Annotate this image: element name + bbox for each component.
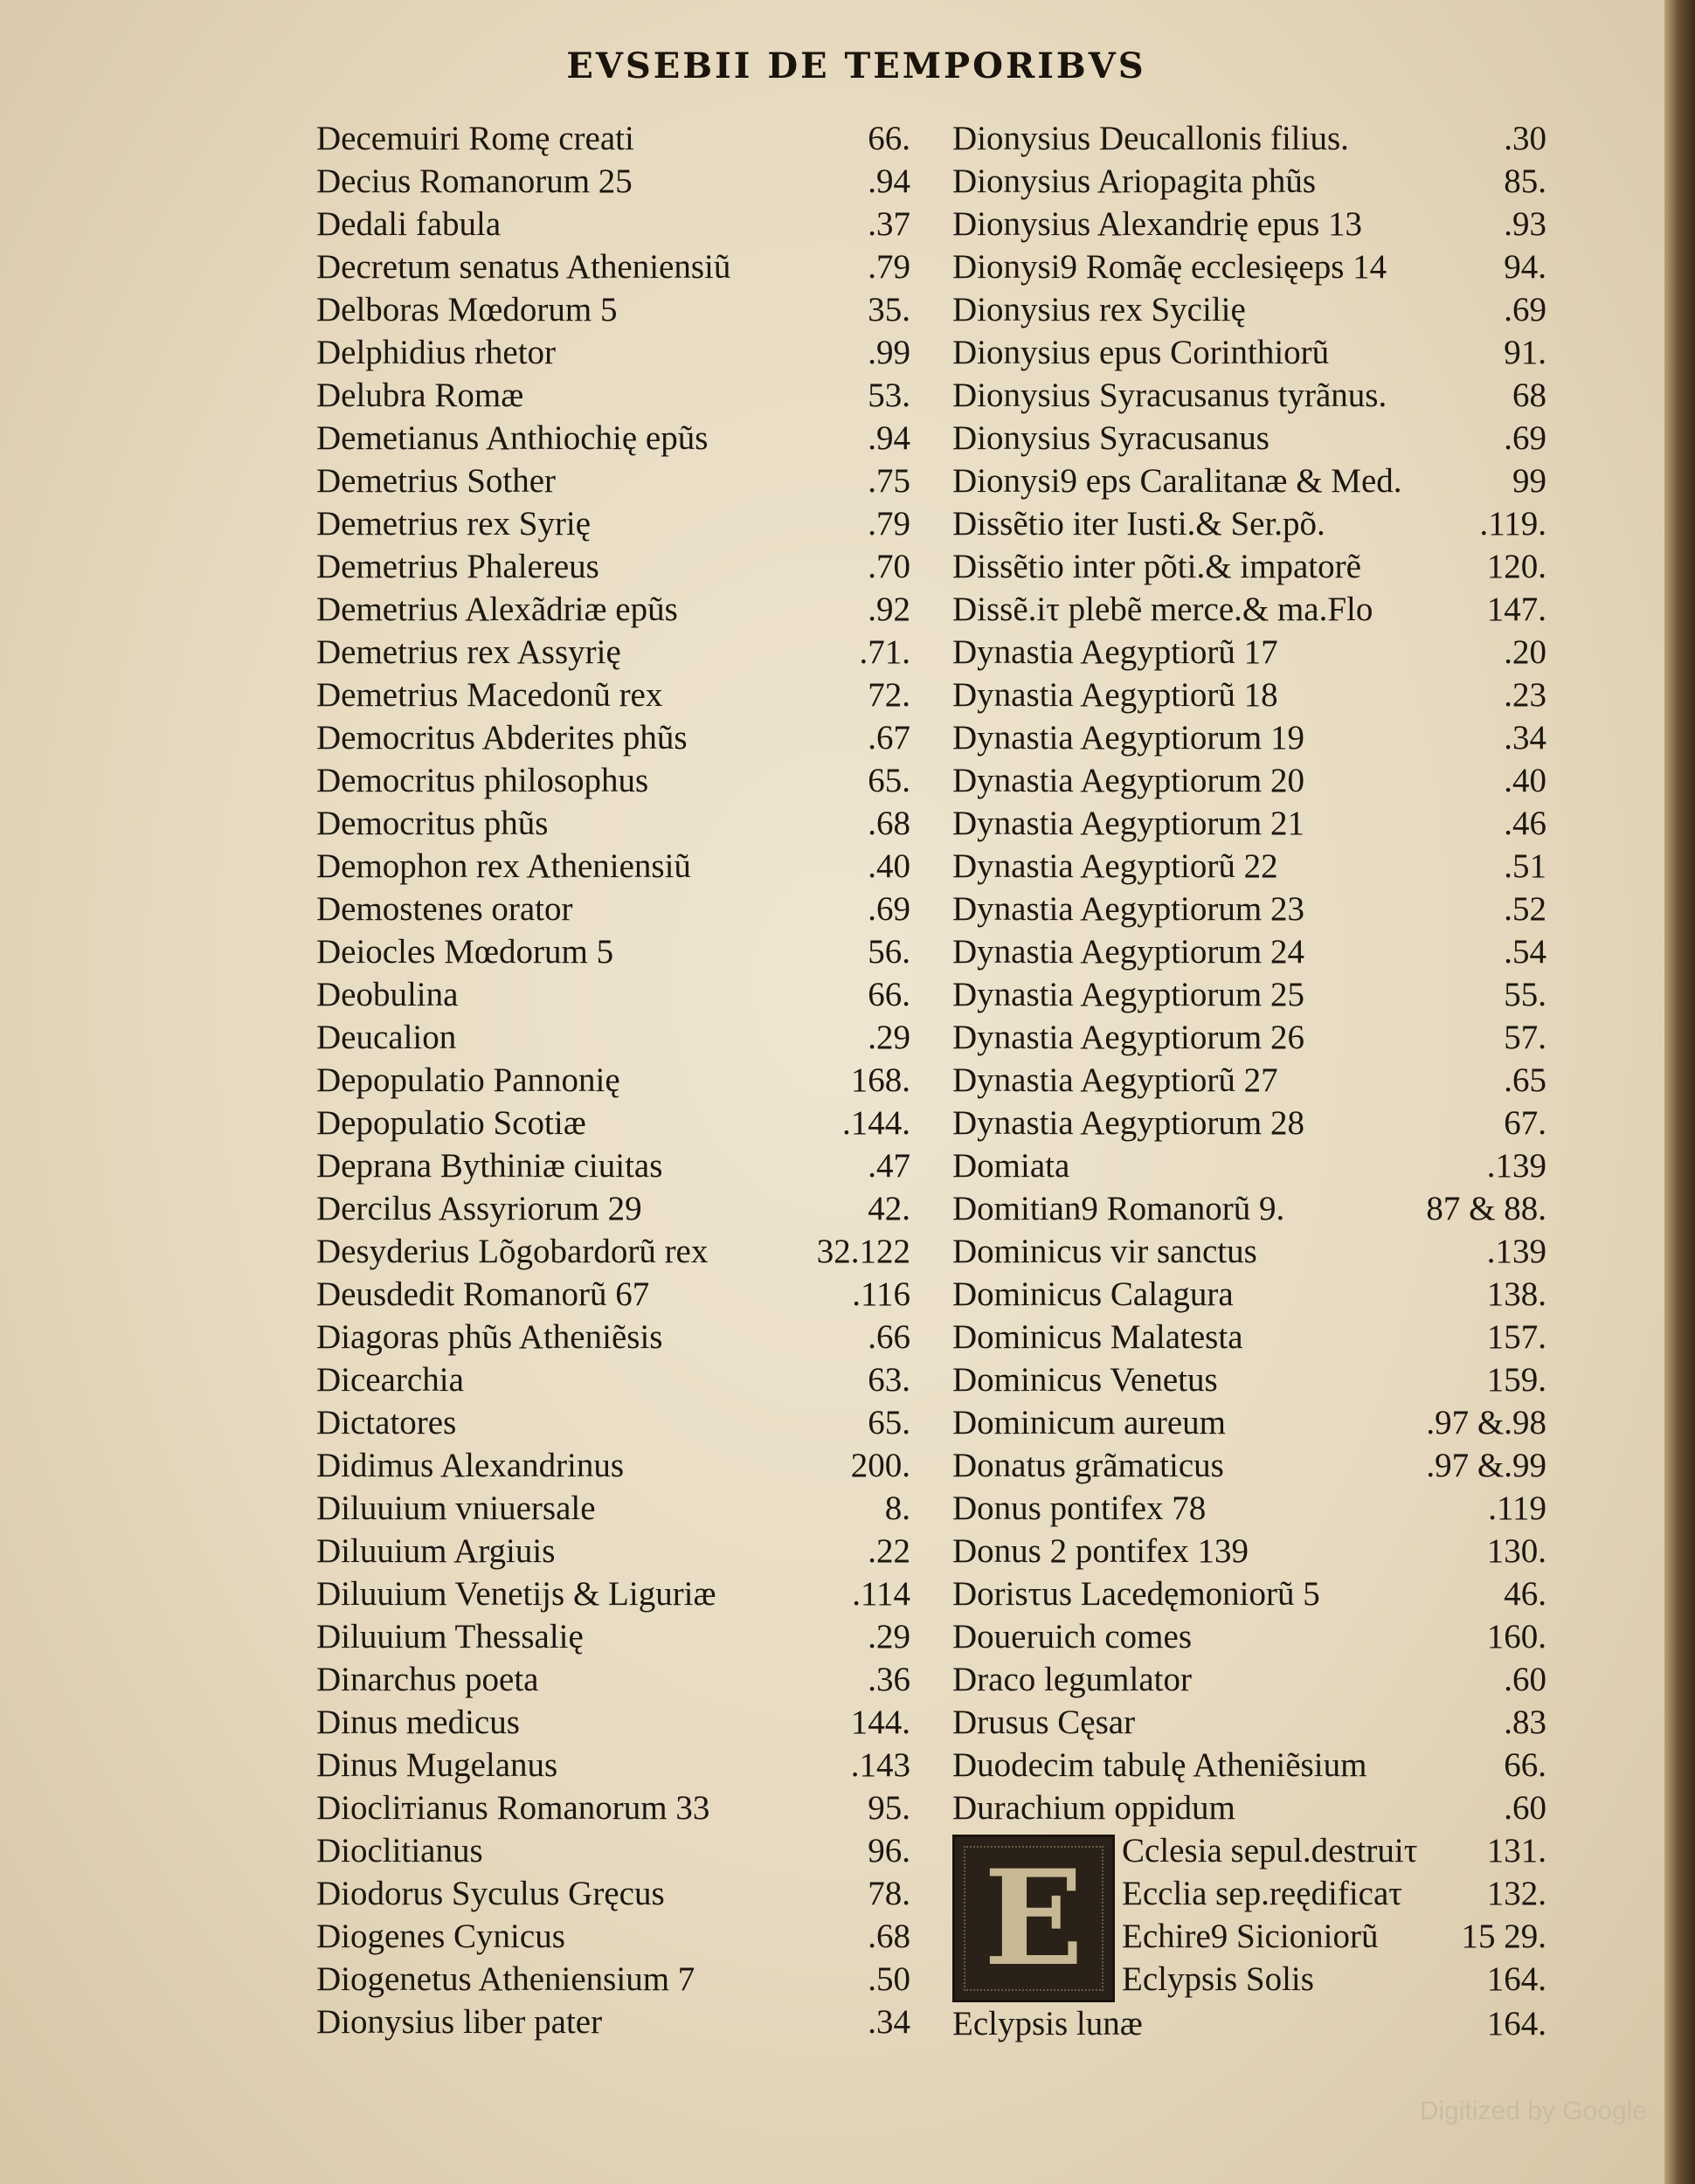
index-entry-term: Deprana Bythiniæ ciuitas [316, 1147, 663, 1185]
index-entry [952, 117, 1546, 160]
index-entry [316, 1401, 910, 1444]
index-entry-term: Dinus medicus [316, 1704, 520, 1741]
index-entry-term: Decretum senatus Atheniensiũ [316, 248, 731, 286]
index-entry-term: Cclesia sepul.destruiτ [1122, 1832, 1418, 1870]
index-entry-term: Diogenetus Atheniensium 7 [316, 1960, 695, 1998]
index-entry [952, 973, 1546, 1016]
index-entry-term: Demetrius Phalereus [316, 548, 599, 585]
index-entry-page: .97 &.99 [1426, 1447, 1546, 1484]
index-entry [316, 1273, 910, 1316]
index-entry-term: Desyderius Lõgobardorũ rex [316, 1233, 709, 1270]
index-entry-term: Eclypsis lunæ [952, 2005, 1143, 2042]
index-entry-term: Demetrius Sother [316, 462, 557, 500]
index-entry-term: Dionysius liber pater [316, 2003, 603, 2041]
index-entry [316, 1872, 910, 1915]
index-entry [952, 374, 1546, 417]
index-entry-page: .66 [868, 1318, 910, 1356]
index-entry [1122, 1915, 1546, 1958]
index-entry-page: 85. [1504, 162, 1546, 200]
index-entry [316, 1316, 910, 1358]
index-entry-term: Dissẽtio inter põti.& impatorẽ [952, 548, 1361, 585]
index-entry-term: Dynastia Aegyptiorũ 27 [952, 1061, 1278, 1099]
running-header: EVSEBII DE TEMPORIBVS [566, 45, 1146, 86]
index-entry-page: 65. [868, 1404, 910, 1441]
index-entry-term: Dynastia Aegyptiorũ 18 [952, 676, 1278, 714]
index-entry-term: Dynastia Aegyptiorum 24 [952, 933, 1304, 971]
index-entry-term: Depopulatio Scotiæ [316, 1104, 586, 1142]
index-entry [952, 545, 1546, 588]
index-entry-page: 91. [1504, 334, 1546, 371]
book-gutter [1664, 0, 1695, 2184]
index-entry-term: Dictatores [316, 1404, 457, 1441]
index-entry-term: Dedali fabula [316, 205, 502, 243]
index-entry [952, 1444, 1546, 1487]
index-entry [316, 1701, 910, 1744]
index-entry [316, 1059, 910, 1102]
index-entry-term: Dionysius Alexandrię epus 13 [952, 205, 1363, 243]
index-entry-term: Dinus Mugelanus [316, 1746, 558, 1784]
index-entry-term: Dynastia Aegyptiorum 19 [952, 719, 1304, 757]
index-entry-page: .29 [868, 1019, 910, 1056]
index-entry [316, 1572, 910, 1615]
index-entry [952, 502, 1546, 545]
index-entry [952, 1358, 1546, 1401]
index-entry-page: 95. [868, 1789, 910, 1827]
index-entry-term: Diluuium Venetijs & Liguriæ [316, 1575, 716, 1613]
index-entry [952, 1487, 1546, 1530]
index-entry-term: Dynastia Aegyptiorum 23 [952, 890, 1304, 928]
index-entry-term: Eclypsis Solis [1122, 1960, 1314, 1998]
index-entry-term: Demetrius rex Syrię [316, 505, 592, 543]
index-entry-page: 56. [868, 933, 910, 971]
index-entry-page: .114 [852, 1575, 910, 1613]
index-entry [316, 460, 910, 502]
index-entry-term: Domiata [952, 1147, 1070, 1185]
index-entry-page: 157. [1486, 1318, 1546, 1356]
index-entry [952, 1572, 1546, 1615]
index-entry-page: 138. [1486, 1275, 1546, 1313]
index-entry-page: 63. [868, 1361, 910, 1399]
index-entry-term: Deusdedit Romanorũ 67 [316, 1275, 650, 1313]
index-entry [316, 545, 910, 588]
index-entry-page: .60 [1504, 1789, 1546, 1827]
index-entry-term: Demetrius Alexãdriæ epũs [316, 591, 678, 628]
index-entry-term: Dominicus Calagura [952, 1275, 1234, 1313]
index-entry-page: 132. [1486, 1875, 1546, 1912]
index-entry [316, 845, 910, 888]
index-entry-page: .144. [842, 1104, 910, 1142]
index-entry-term: Dissẽtio iter Iusti.& Ser.põ. [952, 505, 1325, 543]
index-entry [1122, 1872, 1546, 1915]
index-entry-term: Deucalion [316, 1019, 457, 1056]
index-entry-page: .46 [1504, 805, 1546, 842]
index-entry-term: Domitian9 Romanorũ 9. [952, 1190, 1285, 1227]
index-entry [952, 1144, 1546, 1187]
index-entry-page: 53. [868, 377, 910, 414]
index-entry-term: Dynastia Aegyptiorũ 22 [952, 847, 1278, 885]
index-entry-term: Dorisτus Lacedęmoniorũ 5 [952, 1575, 1320, 1613]
index-entry-page: 168. [850, 1061, 910, 1099]
index-entry-page: 65. [868, 762, 910, 799]
index-entry-page: 99 [1512, 462, 1546, 500]
index-entry-term: Dionysius Syracusanus tyrãnus. [952, 377, 1387, 414]
index-entry [952, 331, 1546, 374]
index-entry-term: Diodorus Syculus Gręcus [316, 1875, 665, 1912]
index-entry-page: .34 [868, 2003, 910, 2041]
index-entry-term: Dominicus Venetus [952, 1361, 1218, 1399]
index-entry [316, 1915, 910, 1958]
index-entry-page: .70 [868, 548, 910, 585]
index-entry-page: .22 [868, 1532, 910, 1570]
index-entry [952, 802, 1546, 845]
index-entry-page: 35. [868, 291, 910, 328]
index-entry-term: Drusus Cęsar [952, 1704, 1136, 1741]
index-entry-term: Dercilus Assyriorum 29 [316, 1190, 642, 1227]
index-entry [952, 716, 1546, 759]
index-entry [952, 588, 1546, 631]
index-entry-page: 66. [868, 976, 910, 1013]
index-entry-term: Diocliтianus Romanorum 33 [316, 1789, 710, 1827]
index-entry-page: .119 [1488, 1489, 1546, 1527]
index-entry-term: Demostenes orator [316, 890, 573, 928]
index-entry-page: .51 [1504, 847, 1546, 885]
index-entry [316, 502, 910, 545]
index-entry [952, 1530, 1546, 1572]
index-entry-page: 147. [1486, 591, 1546, 628]
index-entry [952, 1016, 1546, 1059]
index-entry-page: .68 [868, 805, 910, 842]
index-entry-page: .37 [868, 205, 910, 243]
index-entry-term: Durachium oppidum [952, 1789, 1235, 1827]
index-entry-term: Diagoras phũs Atheniẽsis [316, 1318, 663, 1356]
index-entry-term: Dynastia Aegyptiorum 25 [952, 976, 1304, 1013]
index-entry [952, 1059, 1546, 1102]
index-entry-page: .23 [1504, 676, 1546, 714]
index-entry-page: 131. [1486, 1832, 1546, 1870]
index-entry-page: .75 [868, 462, 910, 500]
index-entry-term: Dominicus vir sanctus [952, 1233, 1257, 1270]
index-entry-page: 159. [1486, 1361, 1546, 1399]
index-entry [952, 1787, 1546, 1829]
index-entry-page: 42. [868, 1190, 910, 1227]
index-entry-term: Dioclitianus [316, 1832, 483, 1870]
index-entry [316, 802, 910, 845]
index-entry-term: Delboras Mœdorum 5 [316, 291, 618, 328]
index-entry-term: Democritus Abderites phũs [316, 719, 688, 757]
index-entry-page: 120. [1486, 548, 1546, 585]
index-entry-term: Diluuium vniuersale [316, 1489, 596, 1527]
index-entry-page: .50 [868, 1960, 910, 1998]
index-entry [316, 1102, 910, 1144]
index-entry [952, 1658, 1546, 1701]
index-entry-term: Dominicus Malatesta [952, 1318, 1243, 1356]
index-entry [952, 1744, 1546, 1787]
index-entry-page: 57. [1504, 1019, 1546, 1056]
index-entry-term: Dionysius Ariopagita phũs [952, 162, 1316, 200]
index-entry [952, 1701, 1546, 1744]
index-entry-term: Diluuium Argiuis [316, 1532, 556, 1570]
index-column-left [316, 117, 910, 2043]
index-entry-page: .67 [868, 719, 910, 757]
index-entry [316, 759, 910, 802]
index-entry-term: Dionysi9 eps Caralitanæ & Med. [952, 462, 1402, 500]
index-entry-page: .68 [868, 1918, 910, 1955]
index-entry [316, 674, 910, 716]
index-entry [316, 1230, 910, 1273]
index-entry-term: Decius Romanorum 25 [316, 162, 633, 200]
index-entry-term: Donus 2 pontifex 139 [952, 1532, 1249, 1570]
index-entry-page: 68 [1512, 377, 1546, 414]
index-entry-term: Dynastia Aegyptiorum 26 [952, 1019, 1304, 1056]
index-entry [952, 888, 1546, 930]
index-entry-page: .71. [859, 633, 910, 671]
index-entry [316, 288, 910, 331]
index-entry-page: .97 &.98 [1426, 1404, 1546, 1441]
index-entry [952, 1401, 1546, 1444]
index-entry [316, 1487, 910, 1530]
index-entry-page: .119. [1479, 505, 1546, 543]
index-entry-term: Dionysius Deucallonis filius. [952, 120, 1349, 157]
initial-letter-glyph: E [983, 1842, 1084, 1995]
index-entry-page: .30 [1504, 120, 1546, 157]
index-entry-term: Dissẽ.iτ plebẽ merce.& ma.Flo [952, 591, 1373, 628]
index-entry-page: 96. [868, 1832, 910, 1870]
index-entry-term: Demetianus Anthiochię epũs [316, 419, 709, 457]
index-entry-term: Deiocles Mœdorum 5 [316, 933, 614, 971]
index-entry-term: Dionysius Syracusanus [952, 419, 1270, 457]
index-entry-page: .52 [1504, 890, 1546, 928]
index-entry-page: 164. [1486, 1960, 1546, 1998]
index-entry [952, 160, 1546, 203]
index-entry-page: .143 [850, 1746, 910, 1784]
index-entry-page: .60 [1504, 1661, 1546, 1698]
index-entry [952, 674, 1546, 716]
index-entry-page: .79 [868, 505, 910, 543]
index-entry-page: .65 [1504, 1061, 1546, 1099]
index-entry-page: 160. [1486, 1618, 1546, 1655]
index-entry [952, 203, 1546, 245]
index-entry-term: Depopulatio Pannonię [316, 1061, 620, 1099]
index-entry-term: Draco legumlator [952, 1661, 1192, 1698]
index-entry [316, 245, 910, 288]
index-entry [316, 1787, 910, 1829]
index-entry-term: Demetrius rex Assyrię [316, 633, 621, 671]
initial-block [952, 1829, 1546, 2002]
index-entry [952, 1316, 1546, 1358]
index-entry-page: 130. [1486, 1532, 1546, 1570]
index-entry-page: 94. [1504, 248, 1546, 286]
index-entry [316, 716, 910, 759]
index-entry [316, 631, 910, 674]
index-entry-term: Dionysius rex Sycilię [952, 291, 1246, 328]
decorated-initial-letter [952, 1835, 1115, 2002]
index-entry [316, 1530, 910, 1572]
index-entry [316, 1358, 910, 1401]
index-entry-page: .94 [868, 162, 910, 200]
index-entry-page: .99 [868, 334, 910, 371]
index-entry [952, 245, 1546, 288]
index-entry-term: Dynastia Aegyptiorum 21 [952, 805, 1304, 842]
index-entry-page: 32.122 [816, 1233, 910, 1270]
index-entry [316, 588, 910, 631]
index-entry-term: Diogenes Cynicus [316, 1918, 565, 1955]
index-entry [952, 2002, 1546, 2045]
index-entry [316, 888, 910, 930]
index-entry-page: .47 [868, 1147, 910, 1185]
index-entry-term: Democritus phũs [316, 805, 549, 842]
index-entry [316, 1444, 910, 1487]
index-entry-term: Ecclia sep.reędificaτ [1122, 1875, 1402, 1912]
index-entry-page: .69 [1504, 419, 1546, 457]
index-entry [316, 1615, 910, 1658]
index-entry-page: .116 [852, 1275, 910, 1313]
index-entry-term: Dynastia Aegyptiorum 20 [952, 762, 1304, 799]
index-entry [316, 2001, 910, 2043]
index-entry-page: .34 [1504, 719, 1546, 757]
index-entry-page: .69 [1504, 291, 1546, 328]
digitized-watermark: Digitized by Google [1419, 2097, 1647, 2125]
index-entry-page: .83 [1504, 1704, 1546, 1741]
index-entry-page: 55. [1504, 976, 1546, 1013]
index-entry [316, 117, 910, 160]
index-entry-term: Donatus grãmaticus [952, 1447, 1224, 1484]
index-entry [952, 288, 1546, 331]
index-entry [316, 1187, 910, 1230]
index-entry-term: Deobulina [316, 976, 459, 1013]
index-entry-page: 164. [1486, 2005, 1546, 2042]
index-entry-page: .92 [868, 591, 910, 628]
index-entry-term: Duodecim tabulę Atheniẽsium [952, 1746, 1367, 1784]
index-entry-page: .36 [868, 1661, 910, 1698]
index-entry-term: Dynastia Aegyptiorũ 17 [952, 633, 1278, 671]
index-entry [316, 417, 910, 460]
index-entry [316, 1744, 910, 1787]
index-column-right [952, 117, 1546, 2045]
index-entry [952, 759, 1546, 802]
index-entry [316, 1829, 910, 1872]
index-entry [316, 1144, 910, 1187]
index-entry-term: Delphidius rhetor [316, 334, 557, 371]
index-entry [952, 417, 1546, 460]
index-entry-term: Democritus philosophus [316, 762, 649, 799]
index-entry-term: Dynastia Aegyptiorum 28 [952, 1104, 1304, 1142]
index-entry [316, 160, 910, 203]
index-entry-page: .69 [868, 890, 910, 928]
index-entry-page: 72. [868, 676, 910, 714]
index-entry [316, 1658, 910, 1701]
index-entry [316, 203, 910, 245]
index-entry-term: Dionysius epus Corinthiorũ [952, 334, 1330, 371]
index-entry-term: Decemuiri Romę creati [316, 120, 634, 157]
index-entry [316, 374, 910, 417]
index-entry-page: .29 [868, 1618, 910, 1655]
index-entry [316, 331, 910, 374]
index-entry-page: 78. [868, 1875, 910, 1912]
index-entry-page: 46. [1504, 1575, 1546, 1613]
index-entry-term: Dionysi9 Romãę ecclesięeps 14 [952, 248, 1387, 286]
index-entry-page: .20 [1504, 633, 1546, 671]
index-entry [952, 930, 1546, 973]
index-entry [952, 1187, 1546, 1230]
index-entry [316, 1958, 910, 2001]
index-entry-page: .40 [1504, 762, 1546, 799]
index-entry [952, 460, 1546, 502]
index-entry-term: Dominicum aureum [952, 1404, 1227, 1441]
index-entry [952, 1615, 1546, 1658]
index-entry-page: 200. [850, 1447, 910, 1484]
index-entry-page: 144. [850, 1704, 910, 1741]
index-entry-page: 67. [1504, 1104, 1546, 1142]
index-entry-term: Doueruich comes [952, 1618, 1192, 1655]
index-entry-page: .79 [868, 248, 910, 286]
index-entry-term: Delubra Romæ [316, 377, 524, 414]
index-entry-term: Didimus Alexandrinus [316, 1447, 625, 1484]
index-entry-page: 87 & 88. [1426, 1190, 1546, 1227]
index-entry-page: 66. [1504, 1746, 1546, 1784]
index-entry [952, 631, 1546, 674]
index-entry [952, 1273, 1546, 1316]
index-entry-term: Dinarchus poeta [316, 1661, 539, 1698]
index-entry-page: .139 [1486, 1147, 1546, 1185]
index-entry-page: 66. [868, 120, 910, 157]
index-entry-page: .54 [1504, 933, 1546, 971]
index-entry-page: .40 [868, 847, 910, 885]
index-entry [952, 845, 1546, 888]
index-entry-page: 8. [884, 1489, 910, 1527]
index-entry-term: Diluuium Thessalię [316, 1618, 584, 1655]
index-entry [952, 1102, 1546, 1144]
index-entry [952, 1230, 1546, 1273]
index-entry [316, 973, 910, 1016]
index-entry-page: .94 [868, 419, 910, 457]
index-entry-term: Echire9 Sicioniorũ [1122, 1918, 1379, 1955]
index-entry-page: 15 29. [1461, 1918, 1546, 1955]
index-entry-term: Demophon rex Atheniensiũ [316, 847, 691, 885]
index-entry [316, 930, 910, 973]
index-entry [316, 1016, 910, 1059]
index-entry-page: .93 [1504, 205, 1546, 243]
index-entry [1122, 1958, 1546, 2001]
index-entry-page: .139 [1486, 1233, 1546, 1270]
index-entry [1122, 1829, 1546, 1872]
index-entry-term: Demetrius Macedonũ rex [316, 676, 663, 714]
index-entry-term: Dicearchia [316, 1361, 464, 1399]
index-entry-term: Donus pontifex 78 [952, 1489, 1207, 1527]
